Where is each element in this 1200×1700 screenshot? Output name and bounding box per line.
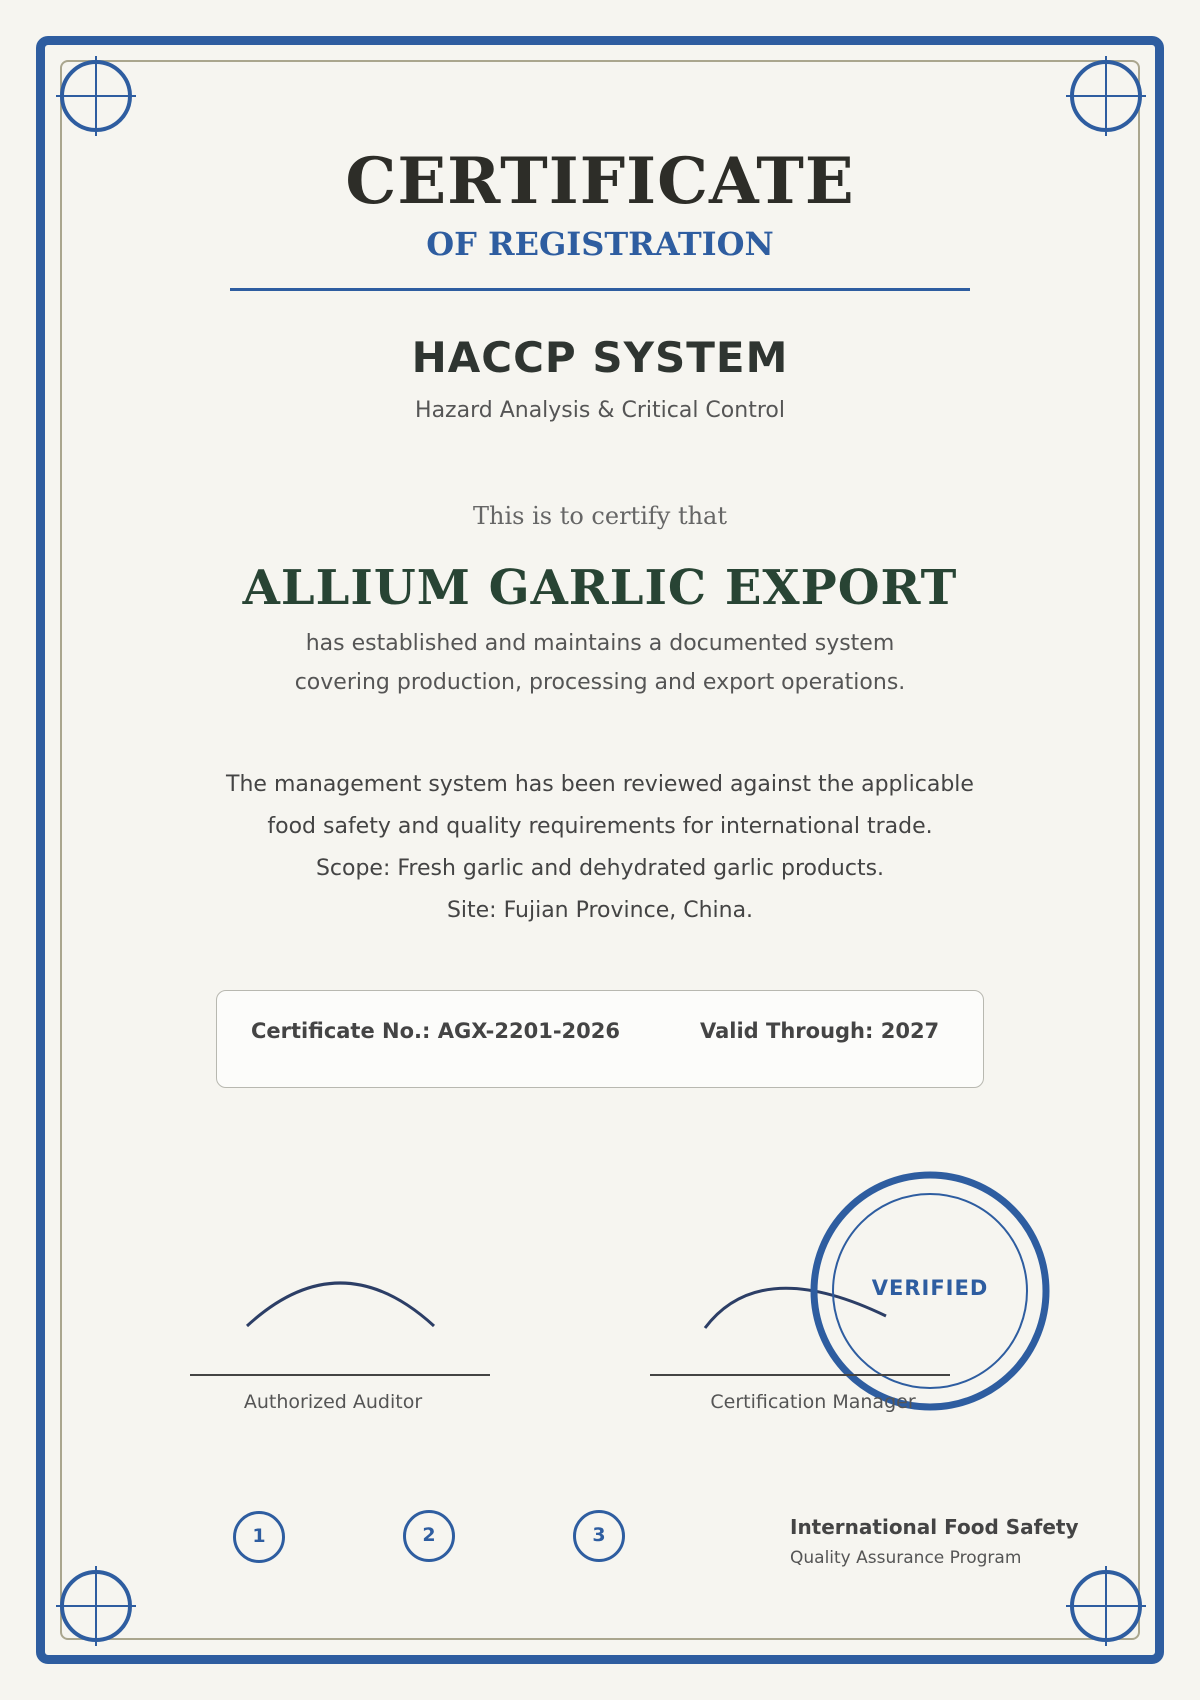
manager-signature-line	[650, 1374, 950, 1376]
site-line: Site: Fujian Province, China.	[446, 898, 754, 923]
body-line: food safety and quality requirements for international trade.	[267, 814, 933, 839]
certificate-title: CERTIFICATE	[345, 144, 855, 219]
scope-line: Scope: Fresh garlic and dehydrated garlic products.	[315, 856, 885, 881]
step-badge: 2	[403, 1510, 455, 1562]
step-badge: 3	[573, 1510, 625, 1562]
auditor-label: Authorized Auditor	[243, 1391, 423, 1413]
certificate-number: Certificate No.: AGX-2201-2026	[251, 1019, 621, 1043]
body-line: The management system has been reviewed against the applicable	[226, 772, 974, 797]
valid-through: Valid Through: 2027	[700, 1019, 940, 1043]
seal-text: VERIFIED	[871, 1276, 989, 1300]
auditor-signature-line	[190, 1374, 490, 1376]
auditor-signature	[247, 1283, 434, 1326]
step-badge: 1	[233, 1511, 285, 1563]
statement-line: covering production, processing and export operations.	[294, 670, 906, 695]
certificate-subtitle: OF REGISTRATION	[426, 225, 774, 263]
issuer-name: International Food Safety	[790, 1515, 1079, 1539]
certify-intro: This is to certify that	[473, 502, 727, 530]
issuer-program: Quality Assurance Program	[790, 1548, 1022, 1568]
statement-line: has established and maintains a documented system	[305, 631, 895, 656]
system-subtitle: Hazard Analysis & Critical Control	[415, 398, 785, 423]
manager-label: Certification Manager	[710, 1391, 916, 1413]
company-name: ALLIUM GARLIC EXPORT	[242, 560, 958, 616]
system-title: HACCP SYSTEM	[411, 333, 789, 382]
